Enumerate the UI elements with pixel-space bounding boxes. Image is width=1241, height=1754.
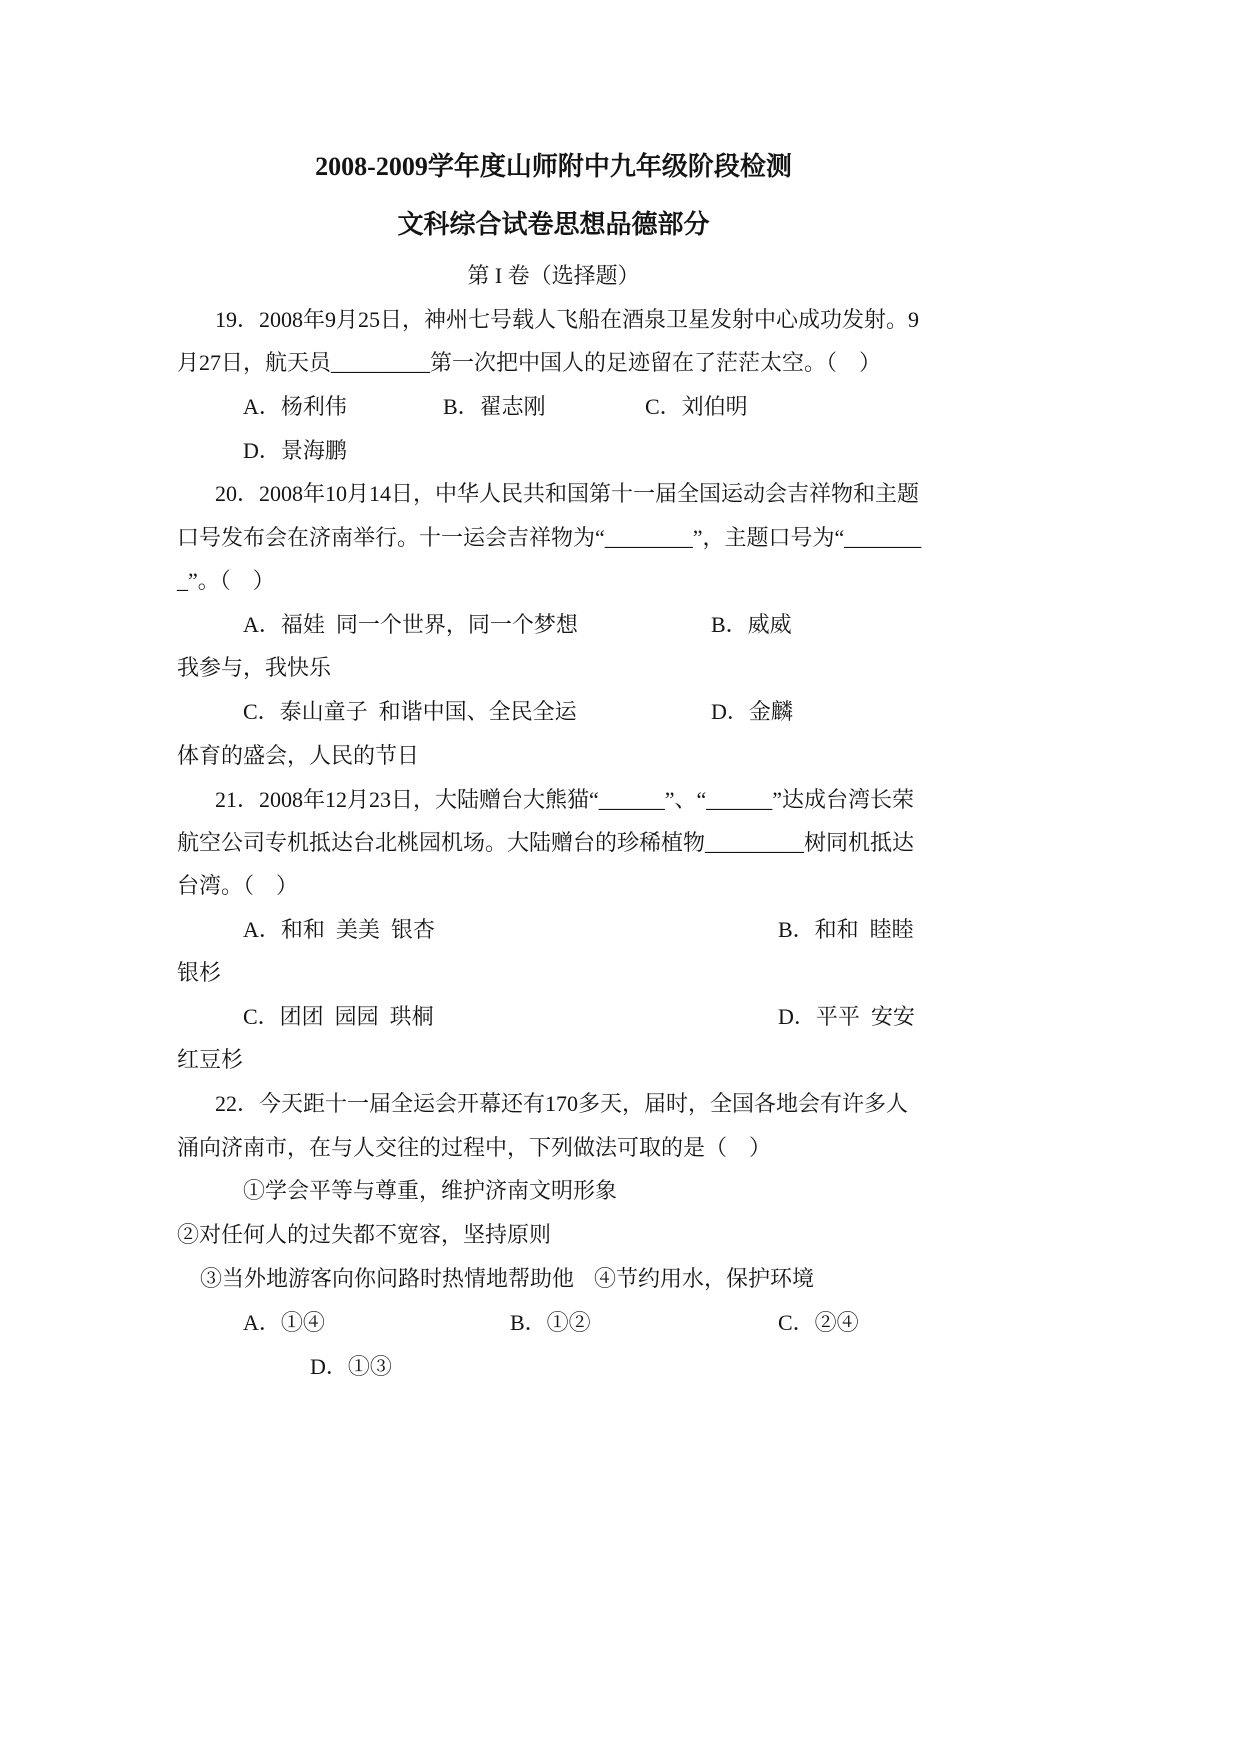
question-stem-line: 月27日，航天员_________第一次把中国人的足迹留在了茫茫太空。（ ）: [177, 350, 882, 375]
question-stem-line: 航空公司专机抵达台北桃园机场。大陆赠台的珍稀植物_________树同机抵达: [177, 830, 915, 855]
statement-2: ②对任何人的过失都不宽容，坚持原则: [177, 1222, 552, 1247]
option-d: D．金麟: [711, 699, 793, 724]
question-stem-line: 22．今天距十一届全运会开幕还有170多天，届时，全国各地会有许多人: [215, 1091, 909, 1116]
option-d: D．平平 安安: [778, 1004, 915, 1029]
option-c: C．刘伯明: [645, 394, 748, 419]
option-c: C．团团 园园 珙桐: [243, 1004, 434, 1029]
question-stem-line: 涌向济南市，在与人交往的过程中，下列做法可取的是（ ）: [177, 1135, 772, 1160]
option-b-continued: 我参与，我快乐: [177, 655, 332, 680]
option-b-continued: 银杉: [177, 960, 222, 985]
option-b: B．威威: [711, 612, 792, 637]
page-subtitle: 文科综合试卷思想品德部分: [397, 210, 710, 239]
question-stem-line: 20．2008年10月14日，中华人民共和国第十一届全国运动会吉祥物和主题: [215, 481, 920, 506]
statement-3: ③当外地游客向你问路时热情地帮助他: [200, 1266, 575, 1291]
option-d: D．景海鹏: [243, 438, 347, 463]
question-stem-line: 21．2008年12月23日，大陆赠台大熊猫“______”、“______”达成台湾长荣: [215, 787, 915, 812]
question-stem-line: 台湾。（ ）: [177, 873, 299, 898]
option-a: A．福娃 同一个世界，同一个梦想: [243, 612, 578, 637]
section-heading: 第 I 卷（选择题）: [467, 263, 640, 288]
option-d: D．①③: [310, 1354, 392, 1379]
question-stem-line: _”。（ ）: [177, 568, 275, 593]
option-b: B．翟志刚: [443, 394, 546, 419]
option-a: A．和和 美美 银杏: [243, 917, 435, 942]
statement-4: ④节约用水，保护环境: [594, 1266, 815, 1291]
page-title: 2008-2009学年度山师附中九年级阶段检测: [315, 152, 792, 181]
statement-1: ①学会平等与尊重，维护济南文明形象: [243, 1178, 618, 1203]
option-d-continued: 体育的盛会，人民的节日: [177, 743, 420, 768]
option-b: B．和和 睦睦: [778, 917, 914, 942]
question-stem-line: 口号发布会在济南举行。十一运会吉祥物为“________”，主题口号为“_______: [177, 525, 922, 550]
question-stem-line: 19．2008年9月25日，神州七号载人飞船在酒泉卫星发射中心成功发射。9: [215, 307, 920, 332]
option-c: C．泰山童子 和谐中国、全民全运: [243, 699, 577, 724]
option-b: B．①②: [510, 1310, 591, 1335]
option-a: A．杨利伟: [243, 394, 347, 419]
option-c: C．②④: [778, 1310, 859, 1335]
option-a: A．①④: [243, 1310, 325, 1335]
option-d-continued: 红豆杉: [177, 1047, 244, 1072]
